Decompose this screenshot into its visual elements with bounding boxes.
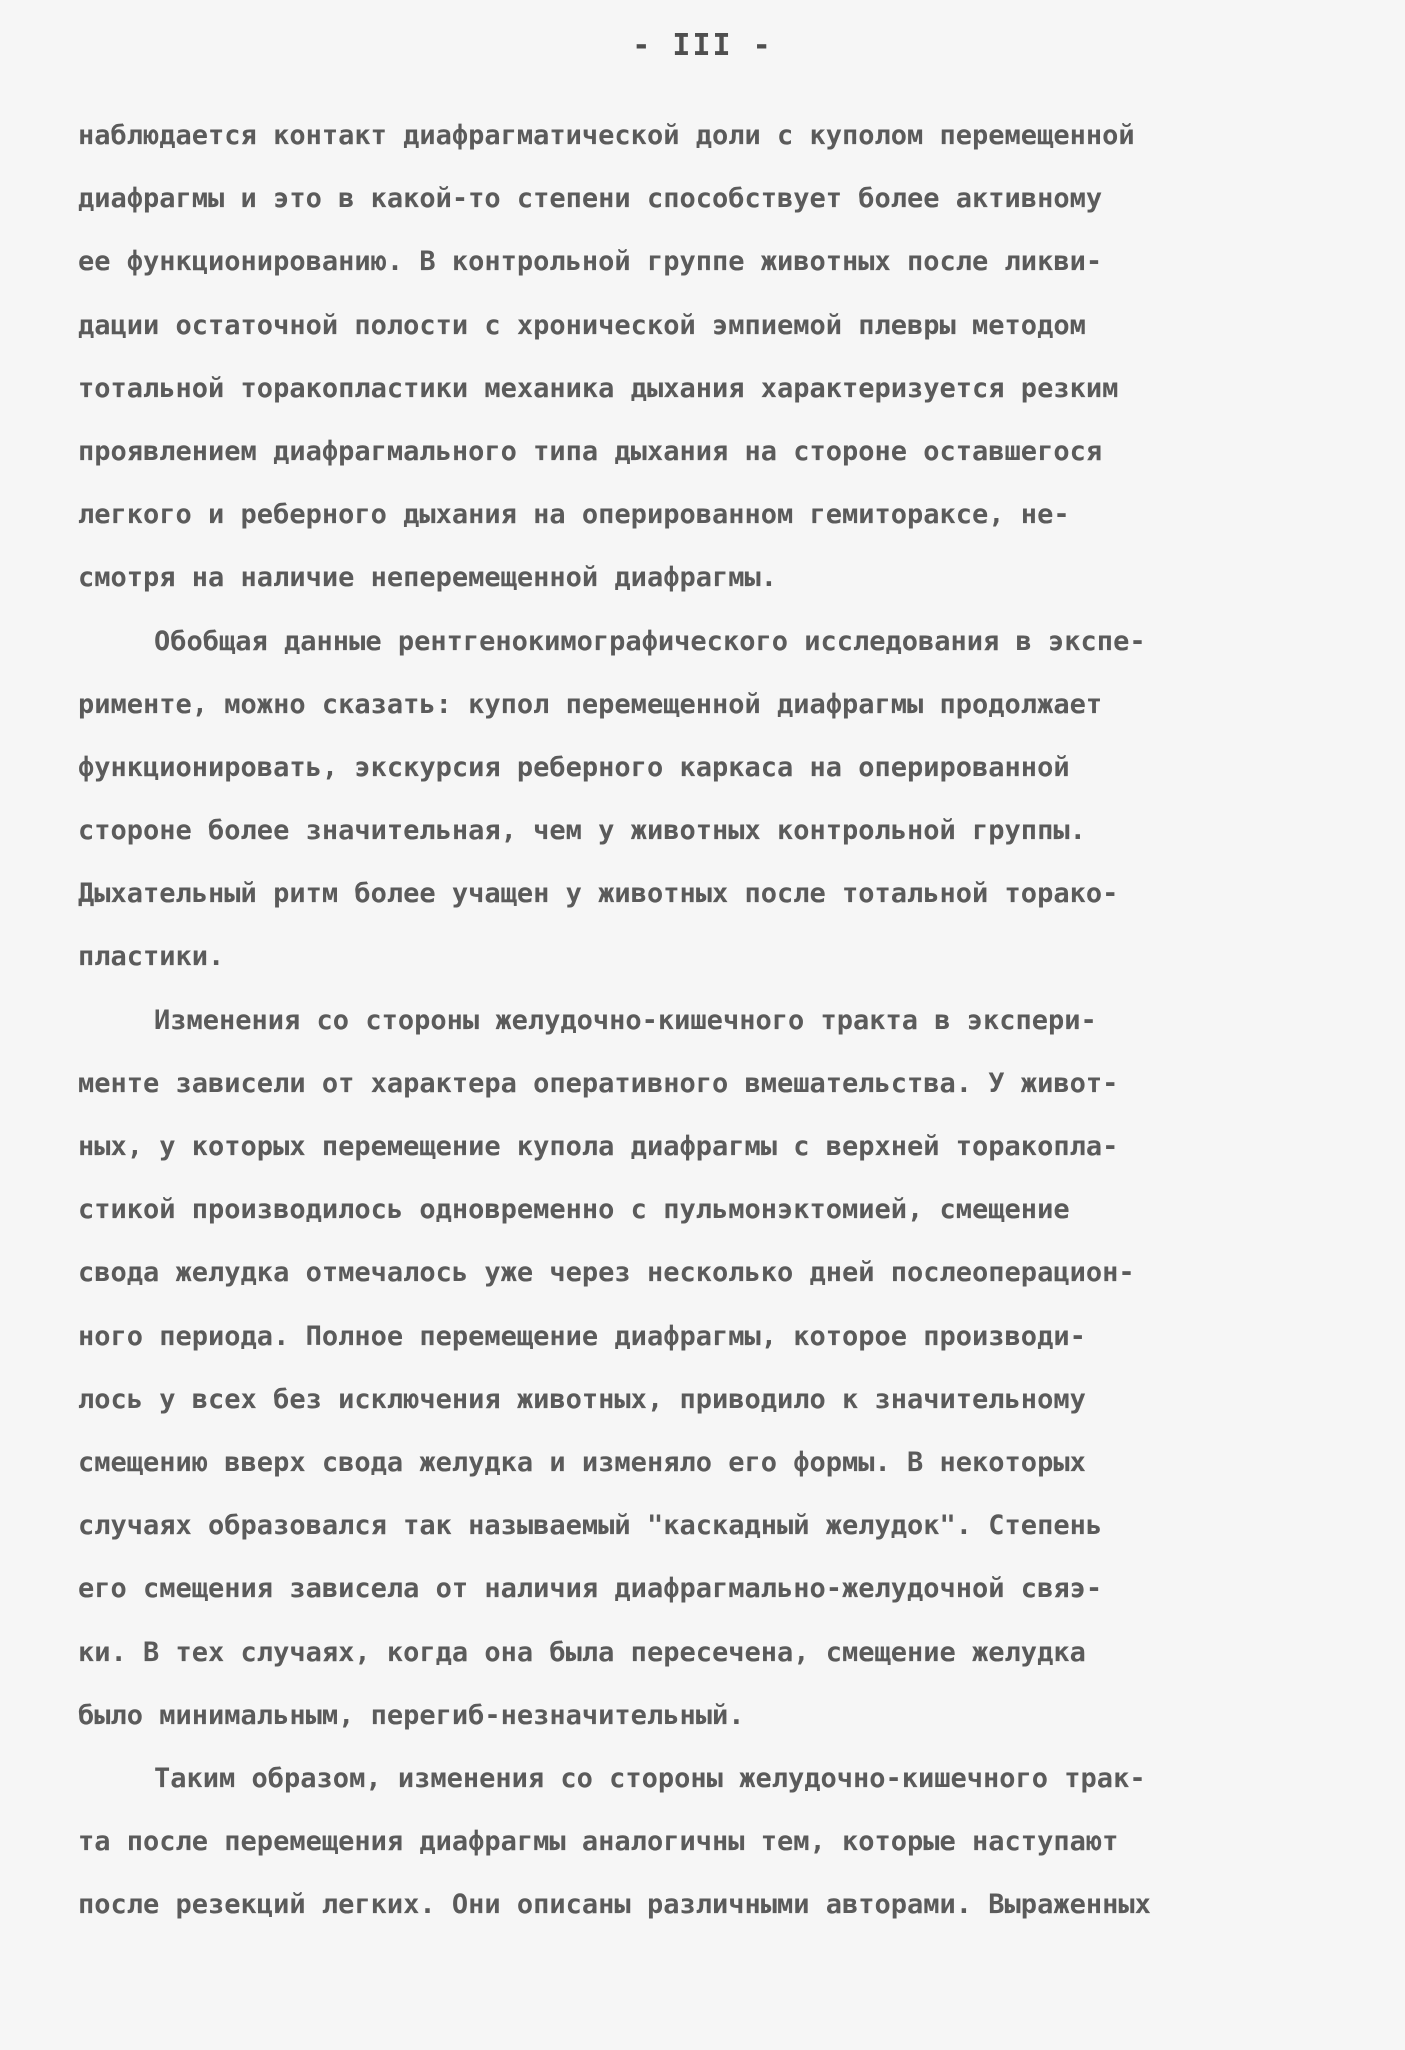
text-line: лось у всех без исключения животных, приводило к значительному (78, 1383, 1086, 1415)
text-line: тотальной торакопластики механика дыхания характеризуется резким (78, 372, 1119, 404)
text-line: ных, у которых перемещение купола диафрагмы с верхней торакопла- (78, 1131, 1119, 1162)
text-line: Дыхательный ритм более учащен у животных после тотальной торако- (78, 878, 1119, 910)
text-line: легкого и реберного дыхания на оперированном гемитораксе, не- (78, 499, 1070, 531)
text-line: смещению вверх свода желудка и изменяло его формы. В некоторых (78, 1446, 1086, 1478)
paragraph-first-line: Обобщая данные рентгенокимографического исследования в экспе- (154, 625, 1146, 657)
text-line: стороне более значительная, чем у животных контрольной группы. (78, 815, 1086, 847)
body-text (78, 104, 1338, 1936)
text-line: дации остаточной полости с хронической эмпиемой плевры методом (78, 309, 1086, 341)
text-line: смотря на наличие неперемещенной диафрагмы. (78, 562, 777, 594)
text-line: пластики. (78, 941, 225, 973)
text-line: было минимальным, перегиб-незначительный. (78, 1699, 745, 1731)
text-line: проявлением диафрагмального типа дыхания на стороне оставшегося (78, 435, 1103, 467)
text-line: функционировать, экскурсия реберного каркаса на оперированной (78, 751, 1070, 783)
text-line: диафрагмы и это в какой-то степени способствует более активному (78, 183, 1103, 215)
text-line: та после перемещения диафрагмы аналогичны тем, которые наступают (78, 1826, 1119, 1858)
paragraph-first-line: Таким образом, изменения со стороны желудочно-кишечного трак- (154, 1762, 1146, 1794)
text-line: случаях образовался так называемый "каскадный желудок". Степень (78, 1510, 1103, 1542)
text-line: наблюдается контакт диафрагматической доли с куполом перемещенной (78, 120, 1135, 151)
page-number: - III - (632, 28, 773, 63)
paragraph-first-line: Изменения со стороны желудочно-кишечного тракта в экспери- (154, 1004, 1097, 1036)
text-line: рименте, можно сказать: купол перемещенной диафрагмы продолжает (78, 688, 1103, 720)
text-line: свода желудка отмечалось уже через несколько дней послеоперацион- (78, 1257, 1135, 1289)
text-line: менте зависели от характера оперативного вмешательства. У живот- (78, 1067, 1119, 1099)
text-line: его смещения зависела от наличия диафрагмально-желудочной свяэ- (78, 1573, 1103, 1605)
text-line: стикой производилось одновременно с пульмонэктомией, смещение (78, 1194, 1070, 1226)
text-line: после резекций легких. Они описаны различными авторами. Выраженных (78, 1889, 1151, 1921)
text-line: ки. В тех случаях, когда она была пересечена, смещение желудка (78, 1636, 1086, 1668)
text-line: ного периода. Полное перемещение диафрагмы, которое производи- (78, 1320, 1086, 1352)
text-line: ее функционированию. В контрольной группе животных после ликви- (78, 246, 1103, 278)
